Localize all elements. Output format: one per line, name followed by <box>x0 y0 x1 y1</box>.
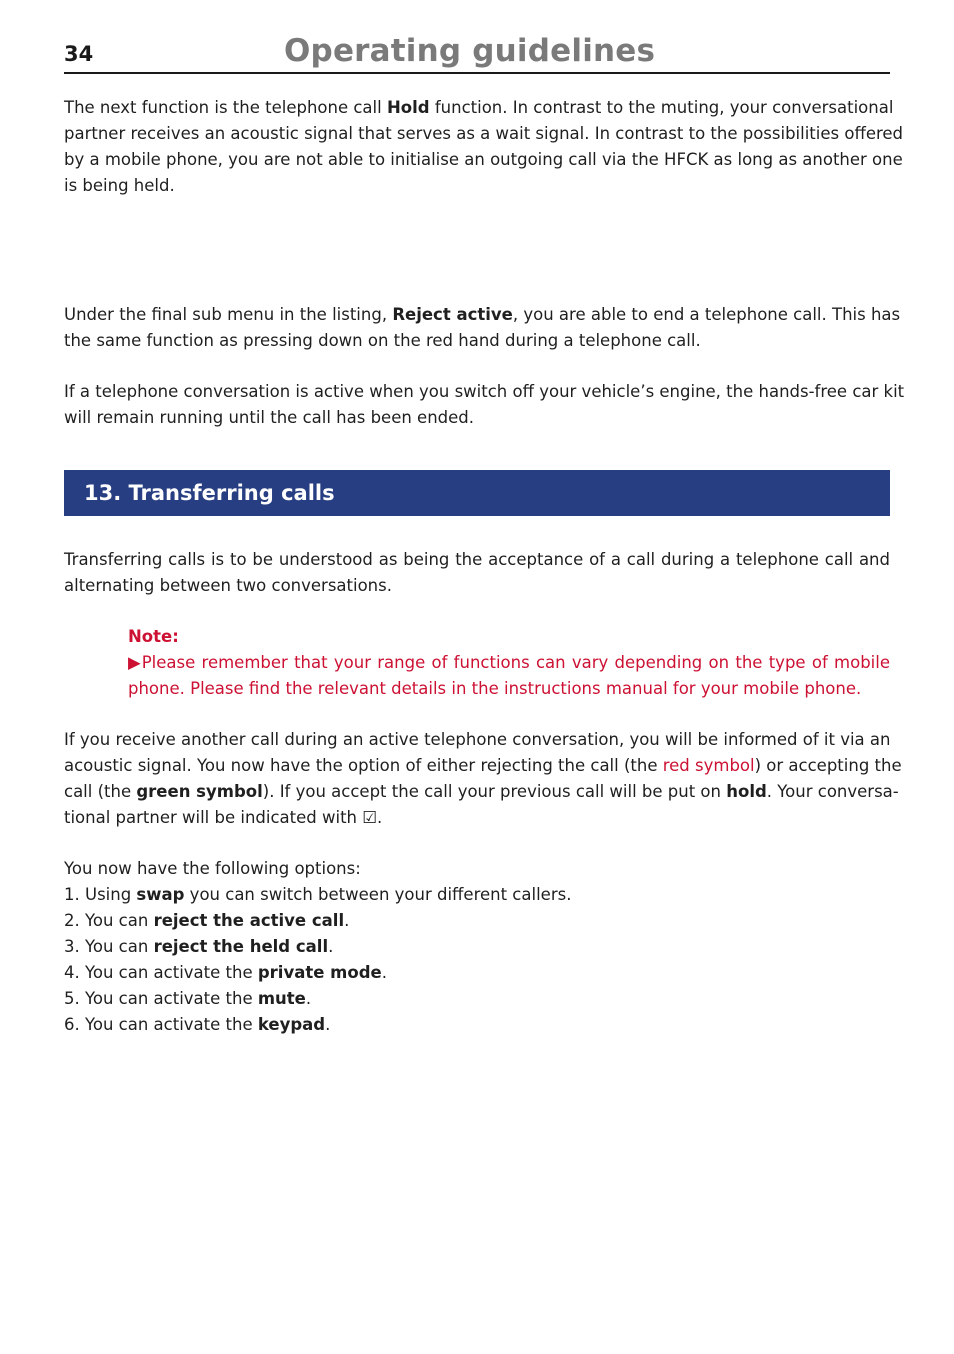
section-header-bar <box>64 470 890 516</box>
text-line: tional partner will be indicated with ☑. <box>64 808 383 827</box>
paragraph-hold <box>64 95 904 199</box>
text-line: Transferring calls is to be understood as being the acceptance of a call during a telephone call and <box>64 550 890 569</box>
title-rule <box>64 72 890 74</box>
note-line: phone. Please find the relevant details in the instructions manual for your mobile phone. <box>128 679 862 698</box>
list-item: 1. Using swap you can switch between your different callers. <box>64 885 572 904</box>
text-line: by a mobile phone, you are not able to initialise an outgoing call via the HFCK as long as another one <box>64 150 903 169</box>
text-line: partner receives an acoustic signal that serves as a wait signal. In contrast to the possibilities offered <box>64 124 904 143</box>
options-intro: You now have the following options: <box>64 859 361 878</box>
page-number: 34 <box>64 42 94 66</box>
section-title: 13. Transferring calls <box>84 481 335 505</box>
text-line: If a telephone conversation is active when you switch off your vehicle’s engine, the hands-free car kit <box>64 382 905 401</box>
list-item: 5. You can activate the mute. <box>64 989 312 1008</box>
list-item: 6. You can activate the keypad. <box>64 1015 331 1034</box>
text-line: acoustic signal. You now have the option of either rejecting the call (the red symbol) or accepting the <box>64 756 902 775</box>
paragraph-engine-off <box>64 379 905 431</box>
page-title: Operating guidelines <box>284 33 656 69</box>
paragraph-reject-active <box>64 302 901 354</box>
text-line: If you receive another call during an active telephone conversation, you will be informed of it via an <box>64 730 891 749</box>
paragraph-incoming-call <box>64 727 902 831</box>
list-item: 2. You can reject the active call. <box>64 911 350 930</box>
arrow-right-icon: ▶ <box>128 653 142 672</box>
text-line: will remain running until the call has been ended. <box>64 408 475 427</box>
text-line: the same function as pressing down on the red hand during a telephone call. <box>64 331 701 350</box>
note-line: ▶Please remember that your range of functions can vary depending on the type of mobile <box>128 653 890 672</box>
text-line: is being held. <box>64 176 175 195</box>
text-line: The next function is the telephone call Hold function. In contrast to the muting, your conversational <box>64 98 894 117</box>
note-box <box>128 624 890 702</box>
list-item: 4. You can activate the private mode. <box>64 963 387 982</box>
text-line: alternating between two conversations. <box>64 576 392 595</box>
note-label: Note: <box>128 627 179 646</box>
text-line: call (the green symbol). If you accept the call your previous call will be put on hold. Your conversa- <box>64 782 899 801</box>
list-item: 3. You can reject the held call. <box>64 937 334 956</box>
red-symbol-text: red symbol <box>662 756 755 775</box>
text-line: Under the final sub menu in the listing, Reject active, you are able to end a telephone call. This has <box>64 305 901 324</box>
options-list <box>64 856 890 1038</box>
paragraph-transferring-intro <box>64 547 890 599</box>
